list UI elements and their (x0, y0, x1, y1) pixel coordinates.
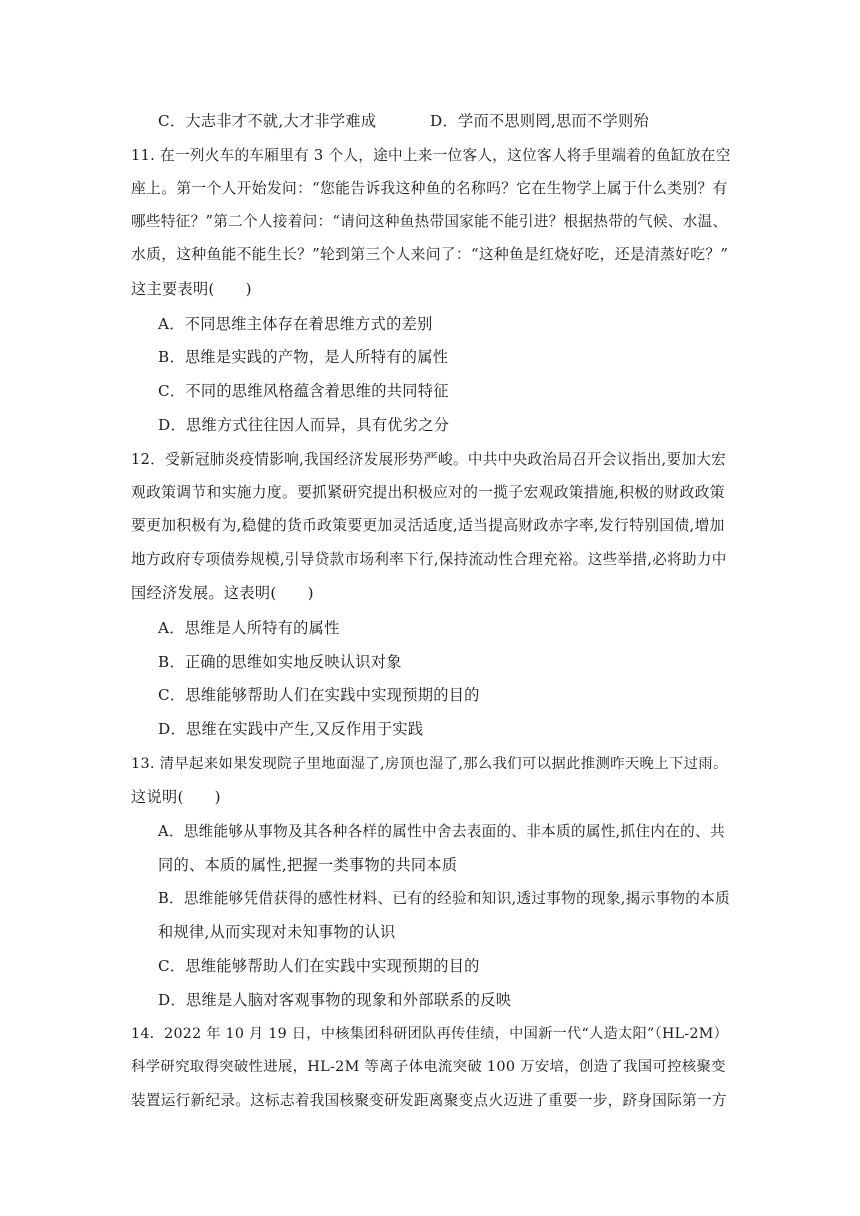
q13-option-c: C．思维能够帮助人们在实践中实现预期的目的 (158, 957, 480, 975)
q11-stem-line: 水质，这种鱼能不能生长？”轮到第三个人来问了：“这种鱼是红烧好吃，还是清蒸好吃？” (131, 246, 729, 263)
q13-option-d: D．思维是人脑对客观事物的现象和外部联系的反映 (158, 991, 512, 1009)
q13-stem-line: 这说明( ) (131, 788, 221, 806)
q12-option-a: A．思维是人所特有的属性 (158, 619, 340, 637)
q11-option-b: B．思维是实践的产物，是人所特有的属性 (158, 348, 449, 366)
q12-option-b: B．正确的思维如实地反映认识对象 (158, 653, 402, 671)
q11-stem-line: 这主要表明( ) (131, 280, 252, 298)
q12-stem-line: 国经济发展。这表明( ) (131, 584, 314, 602)
q12-option-d: D．思维在实践中产生,又反作用于实践 (158, 720, 424, 738)
q11-stem-line: 11. 在一列火车的车厢里有 3 个人，途中上来一位客人，这位客人将手里端着的鱼缸放在空 (131, 147, 731, 164)
q11-option-c: C．不同的思维风格蕴含着思维的共同特征 (158, 382, 449, 400)
q14-stem-line: 装置运行新纪录。这标志着我国核聚变研发距离聚变点火迈进了重要一步，跻身国际第一方 (131, 1092, 727, 1109)
q13-option-a-line: 同的、本质的属性,把握一类事物的共同本质 (158, 856, 458, 874)
q13-option-a-line: A．思维能够从事物及其各种各样的属性中舍去表面的、非本质的属性,抓住内在的、共 (158, 823, 725, 840)
q14-stem-line: 14．2022 年 10 月 19 日，中核集团科研团队再传佳绩，中国新一代“人造太阳”（HL-2M） (131, 1026, 729, 1042)
q12-stem-line: 观政策调节和实施力度。要抓紧研究提出积极应对的一揽子宏观政策措施,积极的财政政策 (131, 484, 725, 501)
q10-option-d: D．学而不思则罔,思而不学则殆 (430, 112, 649, 130)
q12-stem-line: 地方政府专项债券规模,引导贷款市场利率下行,保持流动性合理充裕。这些举措,必将助力中 (131, 551, 727, 568)
q12-option-c: C．思维能够帮助人们在实践中实现预期的目的 (158, 686, 480, 704)
q12-stem-line: 12．受新冠肺炎疫情影响,我国经济发展形势严峻。中共中央政治局召开会议指出,要加大宏 (131, 451, 727, 468)
q10-option-row (158, 111, 649, 131)
q10-option-c: C．大志非才不就,大才非学难成 (158, 112, 377, 130)
q11-stem-line: 座上。第一个人开始发问：“您能告诉我这种鱼的名称吗？它在生物学上属于什么类别？有 (131, 180, 728, 197)
q12-stem-line: 要更加积极有为,稳健的货币政策要更加灵活适度,适当提高财政赤字率,发行特别国债,增加 (131, 517, 725, 534)
q11-option-a: A．不同思维主体存在着思维方式的差别 (158, 315, 433, 333)
q13-option-b-line: 和规律,从而实现对未知事物的认识 (158, 923, 396, 941)
q13-stem-line: 13. 清早起来如果发现院子里地面湿了,房顶也湿了,那么我们可以据此推测昨天晚上下过雨。 (131, 756, 728, 772)
q11-option-d: D．思维方式往往因人而异，具有优劣之分 (158, 416, 450, 434)
q11-stem-line: 哪些特征？”第二个人接着问：“请问这种鱼热带国家能不能引进？根据热带的气候、水温、 (131, 213, 728, 230)
q13-option-b-line: B．思维能够凭借获得的感性材料、已有的经验和知识,透过事物的现象,揭示事物的本质 (158, 890, 730, 907)
q14-stem-line: 科学研究取得突破性进展，HL-2M 等离子体电流突破 100 万安培，创造了我国可控核聚变 (131, 1059, 726, 1075)
